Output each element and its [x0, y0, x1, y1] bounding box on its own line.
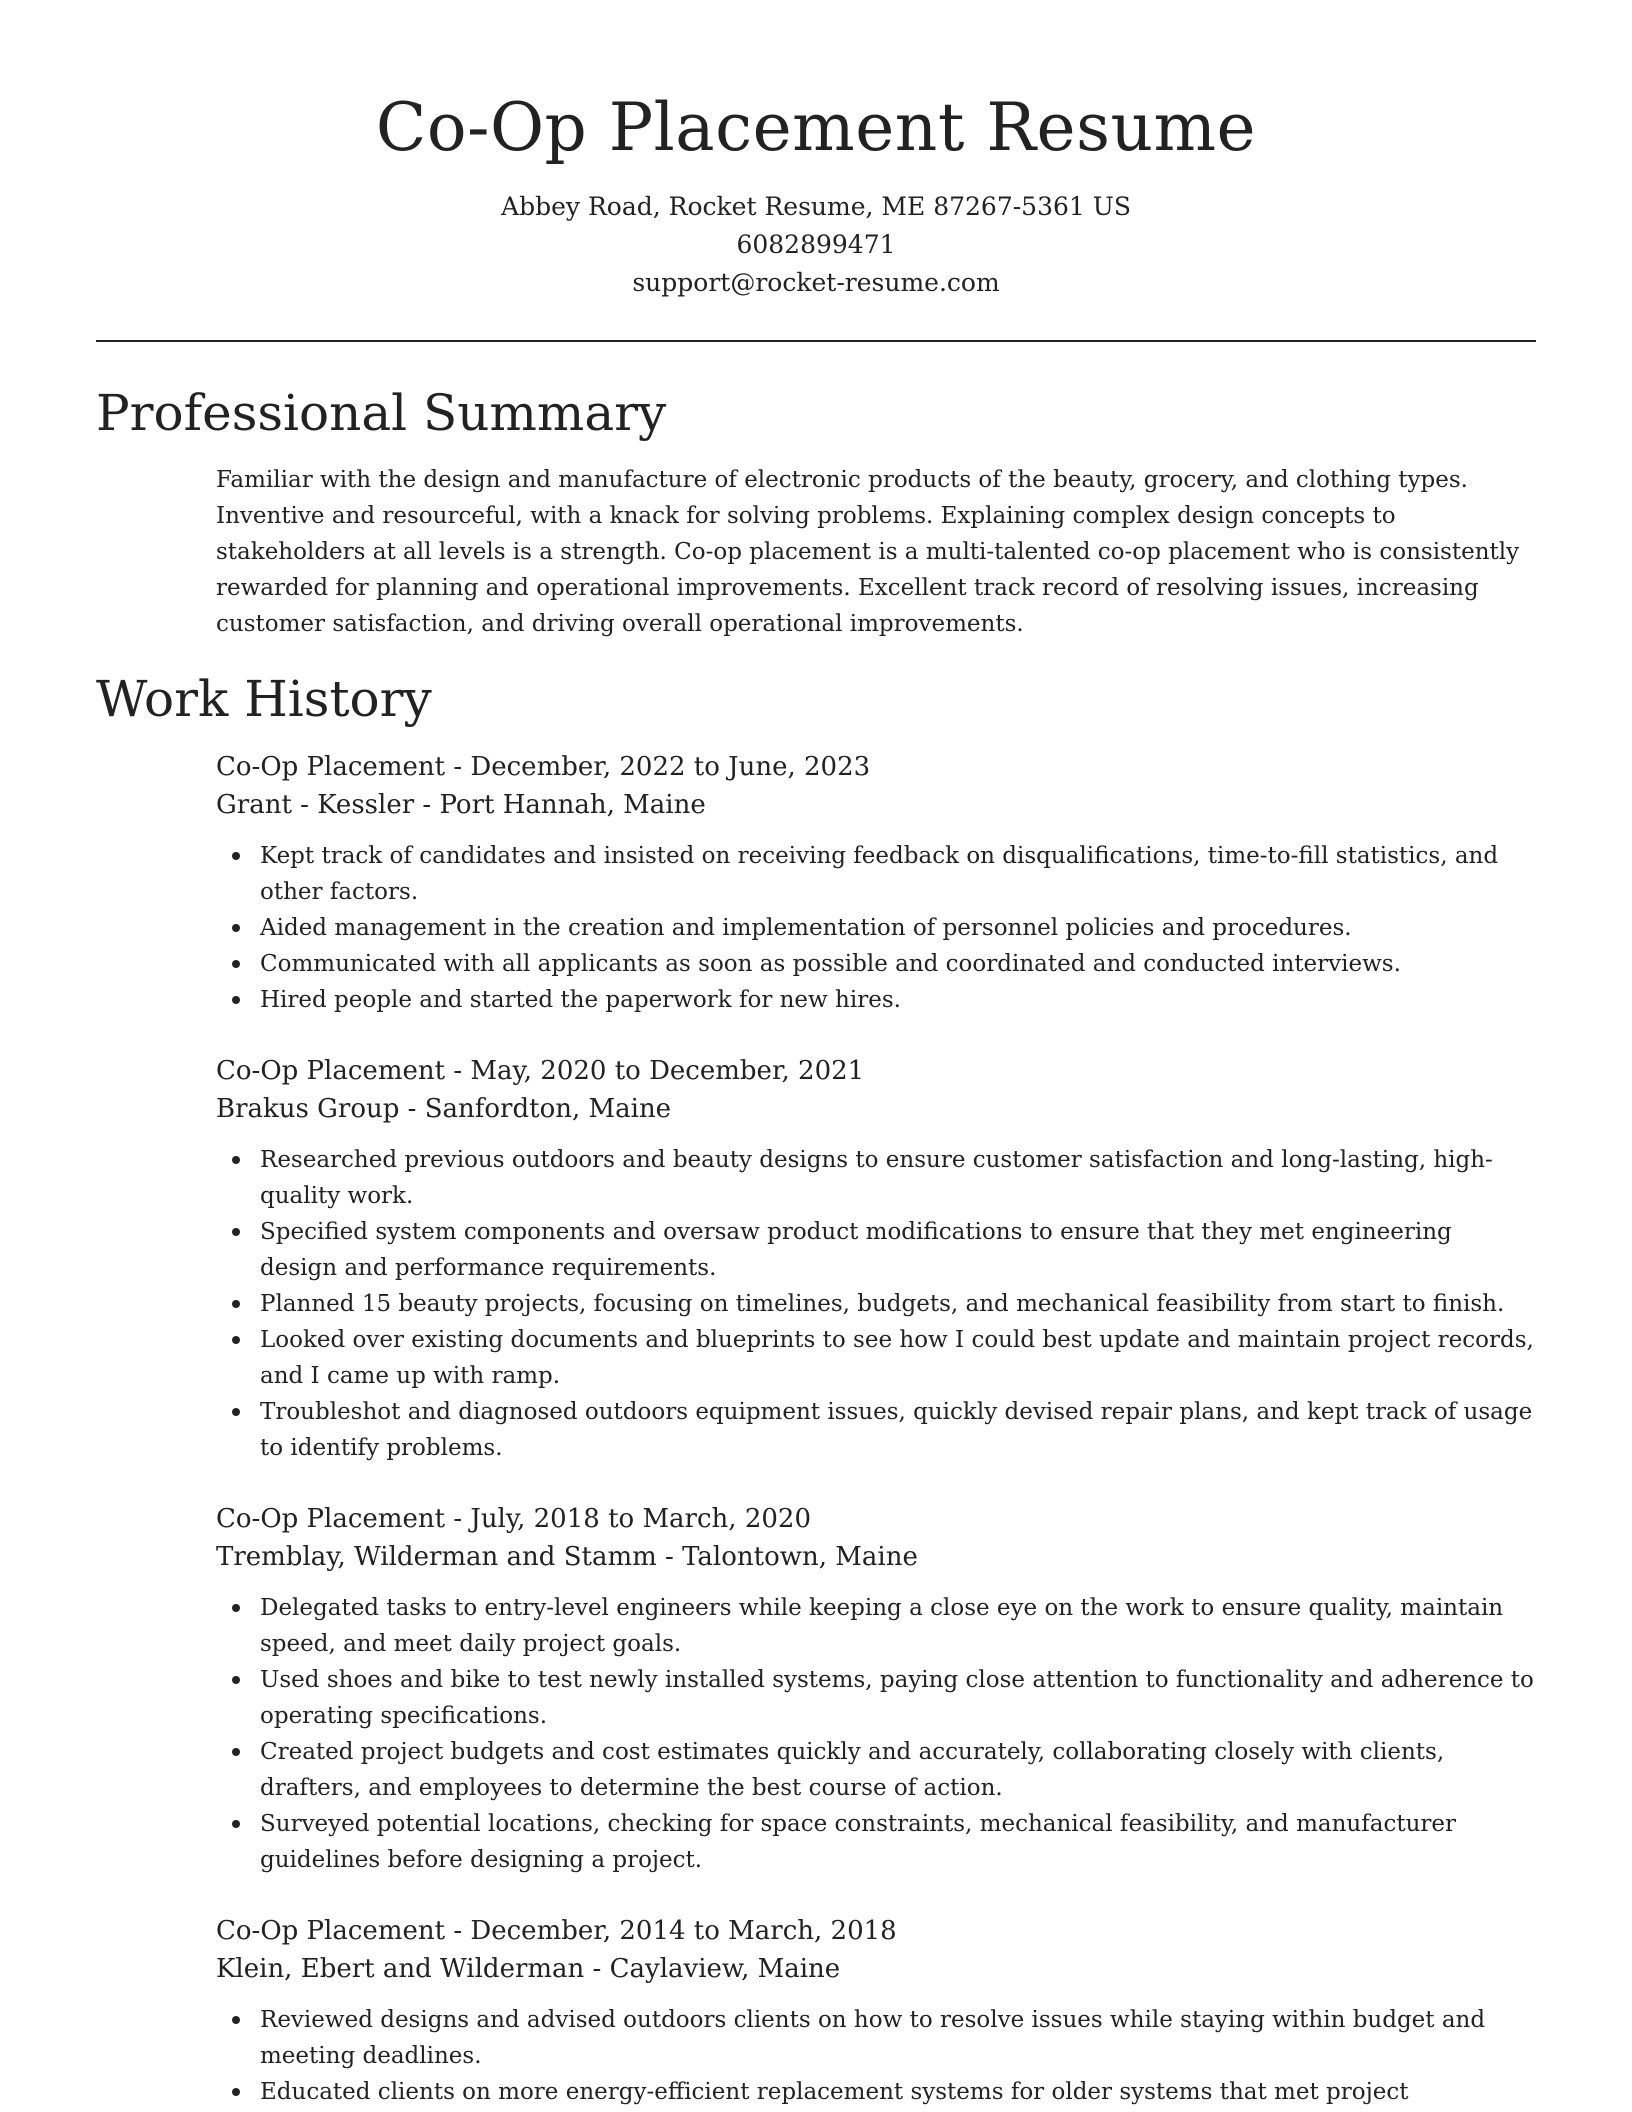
work-history-heading: Work History [96, 670, 432, 728]
job-company: Grant - Kessler [216, 790, 415, 820]
job-dates: May, 2020 to December, 2021 [470, 1056, 865, 1086]
job-bullet: Used shoes and bike to test newly installed systems, paying close attention to functionality and adherence to operating specifications. [216, 1662, 1536, 1734]
contact-block [96, 188, 1536, 302]
job-company: Klein, Ebert and Wilderman [216, 1954, 585, 1984]
job-bullets [216, 2002, 1536, 2110]
job-entry [216, 1500, 1536, 1878]
job-role-line: Co-Op Placement - December, 2014 to March, 2018 [216, 1916, 897, 1946]
contact-email: support@rocket-resume.com [632, 268, 1000, 297]
bullet-dot [232, 1748, 240, 1756]
summary-text: Familiar with the design and manufacture of electronic products of the beauty, grocery, and clothing types. Inventive and resourceful, with a knack for solving problems. Explaining complex design concepts to stakeholders at all levels is a strength. Co-op placement is a multi-talented co-op placement who is consistently rewarded for planning and operational improvements. Excellent track record of resolving issues, increasing customer satisfaction, and driving overall operational improvements. [216, 467, 1520, 637]
job-role: Co-Op Placement [216, 1056, 446, 1086]
job-bullets [216, 1142, 1536, 1466]
job-location: Talontown, Maine [682, 1542, 918, 1572]
job-entry [216, 1912, 1536, 2110]
job-bullet: Created project budgets and cost estimates quickly and accurately, collaborating closely with clients, drafters, and employees to determine the best course of action. [216, 1734, 1536, 1806]
bullet-dot [232, 2016, 240, 2024]
job-bullets [216, 838, 1536, 1018]
bullet-dot [232, 1820, 240, 1828]
job-location: Caylaview, Maine [609, 1954, 841, 1984]
job-company-line: Klein, Ebert and Wilderman - Caylaview, Maine [216, 1954, 841, 1984]
bullet-dot [232, 996, 240, 1004]
job-dates: December, 2014 to March, 2018 [470, 1916, 897, 1946]
bullet-dot [232, 2088, 240, 2096]
job-dates: July, 2018 to March, 2020 [470, 1504, 811, 1534]
job-role: Co-Op Placement [216, 1916, 446, 1946]
summary-heading: Professional Summary [96, 384, 667, 442]
job-bullet: Hired people and started the paperwork for new hires. [216, 982, 1536, 1018]
job-bullet: Kept track of candidates and insisted on receiving feedback on disqualifications, time-to-fill statistics, and other factors. [216, 838, 1536, 910]
job-bullet: Researched previous outdoors and beauty designs to ensure customer satisfaction and long-lasting, high-quality work. [216, 1142, 1536, 1214]
resume-title: Co-Op Placement Resume [375, 89, 1257, 166]
bullet-dot [232, 924, 240, 932]
contact-phone: 6082899471 [736, 230, 896, 259]
job-company-line: Tremblay, Wilderman and Stamm - Talontown, Maine [216, 1542, 918, 1572]
contact-address: Abbey Road, Rocket Resume, ME 87267-5361 US [501, 192, 1131, 221]
bullet-dot [232, 1676, 240, 1684]
job-bullet: Educated clients on more energy-efficient replacement systems for older systems that met project [216, 2074, 1536, 2110]
job-company-line: Grant - Kessler - Port Hannah, Maine [216, 790, 706, 820]
bullet-dot [232, 1300, 240, 1308]
job-role: Co-Op Placement [216, 752, 446, 782]
job-bullet: Aided management in the creation and implementation of personnel policies and procedures. [216, 910, 1536, 946]
job-bullet: Troubleshot and diagnosed outdoors equipment issues, quickly devised repair plans, and kept track of usage to identify problems. [216, 1394, 1536, 1466]
job-location: Port Hannah, Maine [439, 790, 706, 820]
job-company: Brakus Group [216, 1094, 400, 1124]
job-dates: December, 2022 to June, 2023 [470, 752, 871, 782]
job-company: Tremblay, Wilderman and Stamm [216, 1542, 657, 1572]
job-list [216, 748, 1536, 2110]
header-divider [96, 340, 1536, 342]
bullet-dot [232, 1408, 240, 1416]
job-location: Sanfordton, Maine [424, 1094, 672, 1124]
job-bullets [216, 1590, 1536, 1878]
resume-page [96, 0, 1536, 2110]
job-bullet: Reviewed designs and advised outdoors clients on how to resolve issues while staying within budget and meeting deadlines. [216, 2002, 1536, 2074]
job-company-line: Brakus Group - Sanfordton, Maine [216, 1094, 672, 1124]
job-bullet: Delegated tasks to entry-level engineers while keeping a close eye on the work to ensure quality, maintain speed, and meet daily project goals. [216, 1590, 1536, 1662]
job-bullet: Looked over existing documents and blueprints to see how I could best update and maintain project records, and I came up with ramp. [216, 1322, 1536, 1394]
job-bullet: Planned 15 beauty projects, focusing on timelines, budgets, and mechanical feasibility from start to finish. [216, 1286, 1536, 1322]
job-role: Co-Op Placement [216, 1504, 446, 1534]
job-bullet: Surveyed potential locations, checking for space constraints, mechanical feasibility, and manufacturer guidelines before designing a project. [216, 1806, 1536, 1878]
resume-header [96, 0, 1536, 302]
job-entry [216, 1052, 1536, 1466]
bullet-dot [232, 1156, 240, 1164]
bullet-dot [232, 852, 240, 860]
job-bullet: Communicated with all applicants as soon as possible and coordinated and conducted interviews. [216, 946, 1536, 982]
bullet-dot [232, 960, 240, 968]
job-entry [216, 748, 1536, 1018]
job-role-line: Co-Op Placement - May, 2020 to December, 2021 [216, 1056, 865, 1086]
job-role-line: Co-Op Placement - December, 2022 to June, 2023 [216, 752, 871, 782]
bullet-dot [232, 1228, 240, 1236]
job-bullet: Specified system components and oversaw product modifications to ensure that they met engineering design and performance requirements. [216, 1214, 1536, 1286]
job-role-line: Co-Op Placement - July, 2018 to March, 2020 [216, 1504, 811, 1534]
bullet-dot [232, 1336, 240, 1344]
bullet-dot [232, 1604, 240, 1612]
